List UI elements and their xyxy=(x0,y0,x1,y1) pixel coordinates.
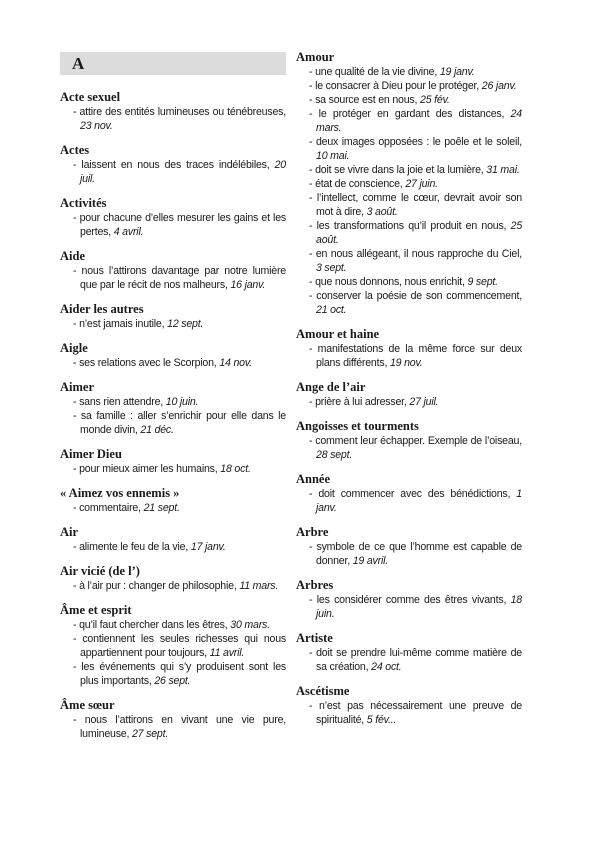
index-entry xyxy=(60,143,286,186)
entry-subentry xyxy=(296,342,522,370)
index-entry xyxy=(60,486,286,515)
entry-heading: Aide xyxy=(60,249,85,263)
index-entry xyxy=(60,447,286,476)
entry-heading: Air xyxy=(60,525,79,539)
entry-heading: « Aimez vos ennemis » xyxy=(60,486,180,500)
index-entry xyxy=(296,472,522,515)
entry-heading: Ange de l’air xyxy=(296,380,366,394)
date-reference: 12 sept. xyxy=(167,318,204,330)
entry-subentry xyxy=(296,593,522,621)
subentry-text: - doit se vivre dans la joie et la lumière, xyxy=(309,164,484,176)
right-column xyxy=(296,50,522,737)
entry-heading: Acte sexuel xyxy=(60,90,121,104)
entry-subentry xyxy=(296,65,522,79)
subentry-text: - les événements qui s’y produisent sont les plus importants, xyxy=(73,661,286,687)
date-reference: 31 mai. xyxy=(486,164,520,176)
entry-heading: Âme sœur xyxy=(60,698,115,712)
entry-subentry xyxy=(296,219,522,247)
index-entry xyxy=(60,525,286,554)
entry-subentry xyxy=(60,660,286,688)
subentry-text: - doit se prendre lui-même comme matière de sa création, xyxy=(309,647,522,673)
entry-subentry xyxy=(60,211,286,239)
index-entry xyxy=(296,684,522,727)
section-letter-bar xyxy=(60,52,286,75)
entry-subentry xyxy=(296,487,522,515)
entry-heading: Aimer xyxy=(60,380,95,394)
entry-subentry xyxy=(296,177,522,191)
date-reference: 16 janv. xyxy=(230,279,266,291)
date-reference: 4 avril. xyxy=(113,226,144,238)
date-reference: 25 fév. xyxy=(420,94,450,106)
subentry-text: - comment leur échapper. Exemple de l’oiseau, xyxy=(309,435,522,447)
date-reference: 18 juin. xyxy=(316,594,522,620)
entry-subentry xyxy=(296,434,522,462)
date-reference: 20 juil. xyxy=(80,159,286,185)
entry-subentry xyxy=(60,540,286,554)
entry-subentry xyxy=(60,105,286,133)
index-entry xyxy=(60,380,286,437)
entry-heading: Actes xyxy=(60,143,90,157)
entry-subentry xyxy=(60,579,286,593)
entry-heading: Artiste xyxy=(296,631,333,645)
entry-heading: Aimer Dieu xyxy=(60,447,122,461)
entry-heading: Arbre xyxy=(296,525,329,539)
subentry-text: - en nous allégeant, il nous rapproche du Ciel, xyxy=(309,248,522,260)
entry-subentry xyxy=(296,79,522,93)
entry-subentry xyxy=(60,501,286,515)
date-reference: 3 août. xyxy=(366,206,398,218)
date-reference: 24 oct. xyxy=(371,661,402,673)
entry-subentry xyxy=(296,275,522,289)
subentry-text: - doit commencer avec des bénédictions, xyxy=(309,488,511,500)
subentry-text: - symbole de ce que l’homme est capable de donner, xyxy=(309,541,522,567)
index-entry xyxy=(296,50,522,317)
subentry-text: - sa famille : aller s’enrichir pour elle dans le monde divin, xyxy=(73,410,286,436)
date-reference: 21 oct. xyxy=(316,304,347,316)
entry-subentry xyxy=(296,163,522,177)
entry-heading: Ascétisme xyxy=(296,684,350,698)
date-reference: 1 janv. xyxy=(316,488,522,514)
entry-subentry xyxy=(60,356,286,370)
date-reference: 30 mars. xyxy=(230,619,270,631)
subentry-text: - ses relations avec le Scorpion, xyxy=(73,357,217,369)
date-reference: 24 mars. xyxy=(316,108,522,134)
subentry-text: - nous l’attirons davantage par notre lumière que par le récit de nos malheurs, xyxy=(73,265,286,291)
subentry-text: - conserver la poésie de son commencement, xyxy=(309,290,522,302)
entry-heading: Angoisses et tourments xyxy=(296,419,419,433)
date-reference: 21 sept. xyxy=(143,502,180,514)
subentry-text: - commentaire, xyxy=(73,502,141,514)
subentry-text: - état de conscience, xyxy=(309,178,403,190)
entry-heading: Amour et haine xyxy=(296,327,380,341)
subentry-text: - laissent en nous des traces indélébiles, xyxy=(73,159,270,171)
index-entry xyxy=(296,327,522,370)
subentry-text: - une qualité de la vie divine, xyxy=(309,66,438,78)
subentry-text: - alimente le feu de la vie, xyxy=(73,541,189,553)
index-entry xyxy=(296,419,522,462)
date-reference: 18 oct. xyxy=(220,463,251,475)
entry-subentry xyxy=(60,713,286,741)
subentry-text: - l’intellect, comme le cœur, devrait avoir son mot à dire, xyxy=(309,192,522,218)
entry-subentry xyxy=(60,317,286,331)
index-entry xyxy=(60,90,286,133)
entry-subentry xyxy=(60,158,286,186)
subentry-text: - qu’il faut chercher dans les êtres, xyxy=(73,619,228,631)
subentry-text: - le protéger en gardant des distances, xyxy=(309,108,505,120)
date-reference: 11 avril. xyxy=(209,647,245,659)
date-reference: 10 mai. xyxy=(316,150,350,162)
date-reference: 3 sept. xyxy=(316,262,347,274)
subentry-text: - pour mieux aimer les humains, xyxy=(73,463,218,475)
entry-subentry xyxy=(60,395,286,409)
date-reference: 5 fév... xyxy=(366,714,397,726)
entry-subentry xyxy=(296,247,522,275)
date-reference: 17 janv. xyxy=(190,541,226,553)
subentry-text: - prière à lui adresser, xyxy=(309,396,407,408)
date-reference: 27 juin. xyxy=(405,178,438,190)
index-entry xyxy=(60,196,286,239)
date-reference: 26 janv. xyxy=(481,80,517,92)
entry-subentry xyxy=(60,264,286,292)
index-entry xyxy=(60,603,286,688)
entry-heading: Année xyxy=(296,472,331,486)
date-reference: 11 mars. xyxy=(239,580,279,592)
section-letter: A xyxy=(72,53,85,73)
subentry-text: - manifestations de la même force sur deux plans différents, xyxy=(309,343,522,369)
index-entry xyxy=(60,249,286,292)
entry-heading: Amour xyxy=(296,50,335,64)
entry-subentry xyxy=(296,107,522,135)
subentry-text: - le consacrer à Dieu pour le protéger, xyxy=(309,80,480,92)
subentry-text: - nous l’attirons en vivant une vie pure, lumineuse, xyxy=(73,714,286,740)
entry-subentry xyxy=(296,191,522,219)
date-reference: 19 avril. xyxy=(352,555,388,567)
entry-heading: Âme et esprit xyxy=(60,603,132,617)
entry-subentry xyxy=(296,699,522,727)
entry-subentry xyxy=(296,540,522,568)
index-entry xyxy=(296,380,522,409)
date-reference: 14 nov. xyxy=(219,357,252,369)
subentry-text: - à l’air pur : changer de philosophie, xyxy=(73,580,237,592)
entry-heading: Air vicié (de l’) xyxy=(60,564,140,578)
subentry-text: - attire des entités lumineuses ou ténébreuses, xyxy=(73,106,286,118)
entry-subentry xyxy=(60,462,286,476)
entry-subentry xyxy=(60,618,286,632)
entry-subentry xyxy=(296,93,522,107)
subentry-text: - deux images opposées : le poêle et le soleil, xyxy=(309,136,522,148)
index-entry xyxy=(296,578,522,621)
index-entry xyxy=(296,631,522,674)
date-reference: 10 juin. xyxy=(165,396,199,408)
subentry-text: - sa source est en nous, xyxy=(309,94,418,106)
date-reference: 25 août. xyxy=(316,220,523,246)
entry-subentry xyxy=(296,135,522,163)
date-reference: 19 janv. xyxy=(439,66,475,78)
subentry-text: - les transformations qu’il produit en nous, xyxy=(309,220,507,232)
index-entry xyxy=(60,564,286,593)
date-reference: 9 sept. xyxy=(467,276,498,288)
date-reference: 23 nov. xyxy=(80,120,113,132)
subentry-text: - les considérer comme des êtres vivants, xyxy=(309,594,507,606)
date-reference: 26 sept. xyxy=(154,675,191,687)
entry-subentry xyxy=(296,395,522,409)
entry-heading: Aigle xyxy=(60,341,88,355)
subentry-text: - que nous donnons, nous enrichit, xyxy=(309,276,465,288)
date-reference: 21 déc. xyxy=(140,424,174,436)
subentry-text: - n’est pas nécessairement une preuve de spiritualité, xyxy=(309,700,522,726)
subentry-text: - contiennent les seules richesses qui nous appartiennent pour toujours, xyxy=(73,633,286,659)
entry-heading: Activités xyxy=(60,196,107,210)
left-column xyxy=(60,50,286,751)
index-entry xyxy=(296,525,522,568)
entry-heading: Arbres xyxy=(296,578,334,592)
subentry-text: - sans rien attendre, xyxy=(73,396,164,408)
entry-subentry xyxy=(296,289,522,317)
date-reference: 28 sept. xyxy=(316,449,353,461)
date-reference: 27 sept. xyxy=(131,728,169,740)
index-entry xyxy=(60,302,286,331)
date-reference: 27 juil. xyxy=(409,396,439,408)
subentry-text: - n’est jamais inutile, xyxy=(73,318,165,330)
index-entry xyxy=(60,698,286,741)
entry-subentry xyxy=(296,646,522,674)
entry-subentry xyxy=(60,632,286,660)
date-reference: 19 nov. xyxy=(389,357,423,369)
subentry-text: - pour chacune d’elles mesurer les gains et les pertes, xyxy=(73,212,286,238)
entry-heading: Aider les autres xyxy=(60,302,144,316)
entry-subentry xyxy=(60,409,286,437)
index-entry xyxy=(60,341,286,370)
